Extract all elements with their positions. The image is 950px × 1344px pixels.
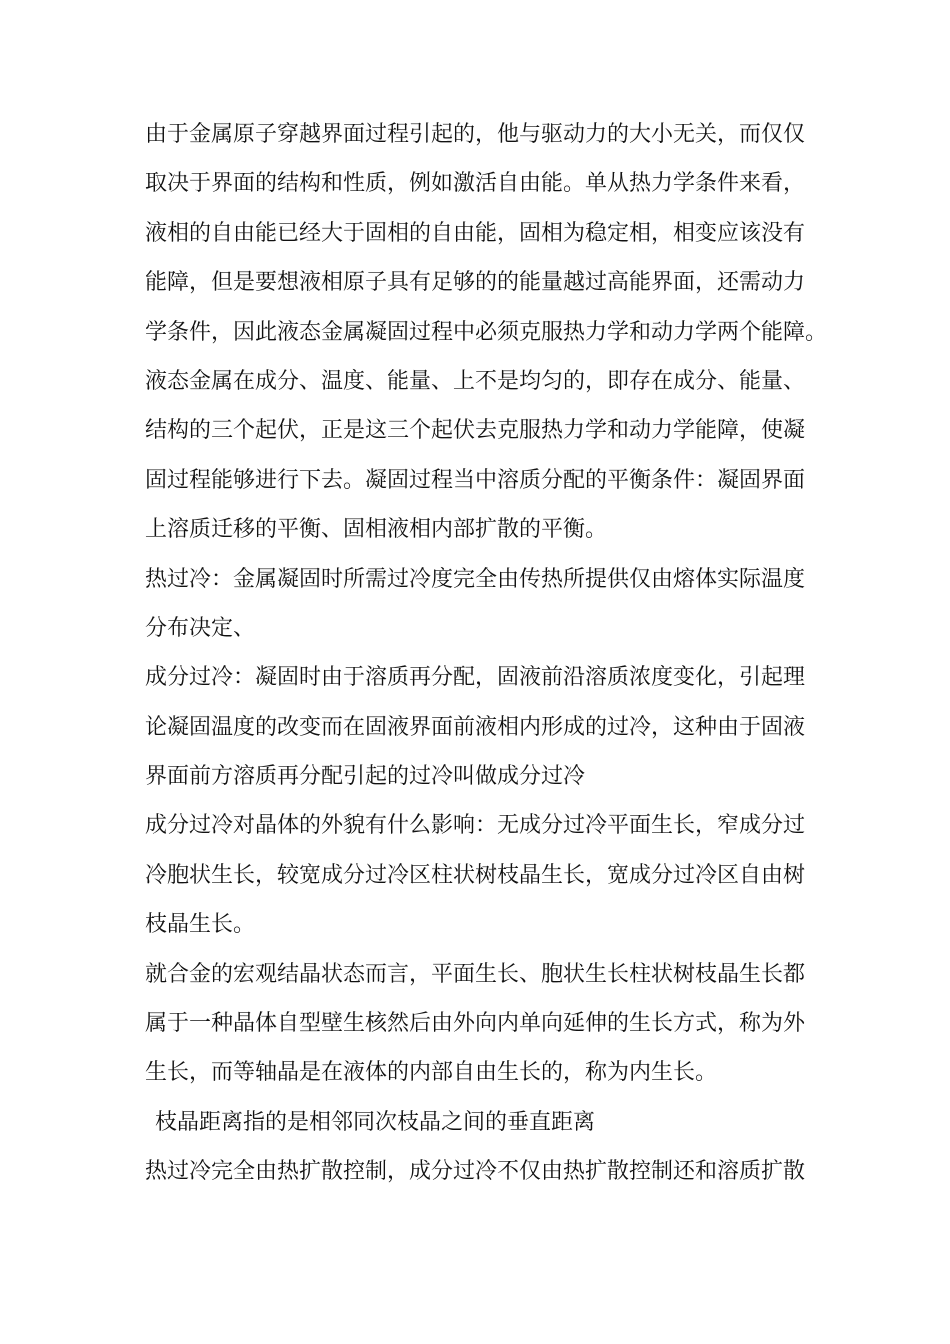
text-line: 枝晶距离指的是相邻同次枝晶之间的垂直距离 — [155, 1109, 596, 1135]
text-line: 枝晶生长。 — [145, 912, 256, 938]
text-line: 论凝固温度的改变而在固液界面前液相内形成的过冷，这种由于固液 — [145, 714, 806, 740]
text-line: 上溶质迁移的平衡、固相液相内部扩散的平衡。 — [145, 517, 608, 543]
text-line: 热过冷：金属凝固时所需过冷度完全由传热所提供仅由熔体实际温度 — [145, 566, 806, 592]
text-line: 属于一种晶体自型壁生核然后由外向内单向延伸的生长方式，称为外 — [145, 1011, 806, 1037]
text-line: 冷胞状生长，较宽成分过冷区柱状树枝晶生长，宽成分过冷区自由树 — [145, 862, 806, 888]
text-line: 能障，但是要想液相原子具有足够的的能量越过高能界面，还需动力 — [145, 270, 806, 296]
document-body — [145, 110, 828, 1197]
text-line: 成分过冷对晶体的外貌有什么影响：无成分过冷平面生长，窄成分过 — [145, 813, 806, 839]
text-line: 取决于界面的结构和性质，例如激活自由能。单从热力学条件来看， — [145, 171, 806, 197]
text-line: 固过程能够进行下去。凝固过程当中溶质分配的平衡条件：凝固界面 — [145, 467, 806, 493]
text-line: 热过冷完全由热扩散控制，成分过冷不仅由热扩散控制还和溶质扩散 — [145, 1159, 806, 1185]
text-line: 学条件，因此液态金属凝固过程中必须克服热力学和动力学两个能障。 — [145, 319, 828, 345]
text-line: 由于金属原子穿越界面过程引起的，他与驱动力的大小无关，而仅仅 — [145, 122, 806, 147]
text-line: 分布决定、 — [145, 615, 256, 641]
text-line: 界面前方溶质再分配引起的过冷叫做成分过冷 — [145, 764, 586, 790]
text-line: 生长，而等轴晶是在液体的内部自由生长的，称为内生长。 — [145, 1060, 718, 1086]
text-line: 液态金属在成分、温度、能量、上不是均匀的，即存在成分、能量、 — [145, 368, 806, 394]
text-line: 就合金的宏观结晶状态而言，平面生长、胞状生长柱状树枝晶生长都 — [145, 961, 806, 987]
text-line: 成分过冷：凝固时由于溶质再分配，固液前沿溶质浓度变化，引起理 — [145, 665, 806, 691]
text-line: 液相的自由能已经大于固相的自由能，固相为稳定相，相变应该没有 — [145, 220, 806, 246]
text-line: 结构的三个起伏，正是这三个起伏去克服热力学和动力学能障，使凝 — [145, 418, 806, 444]
